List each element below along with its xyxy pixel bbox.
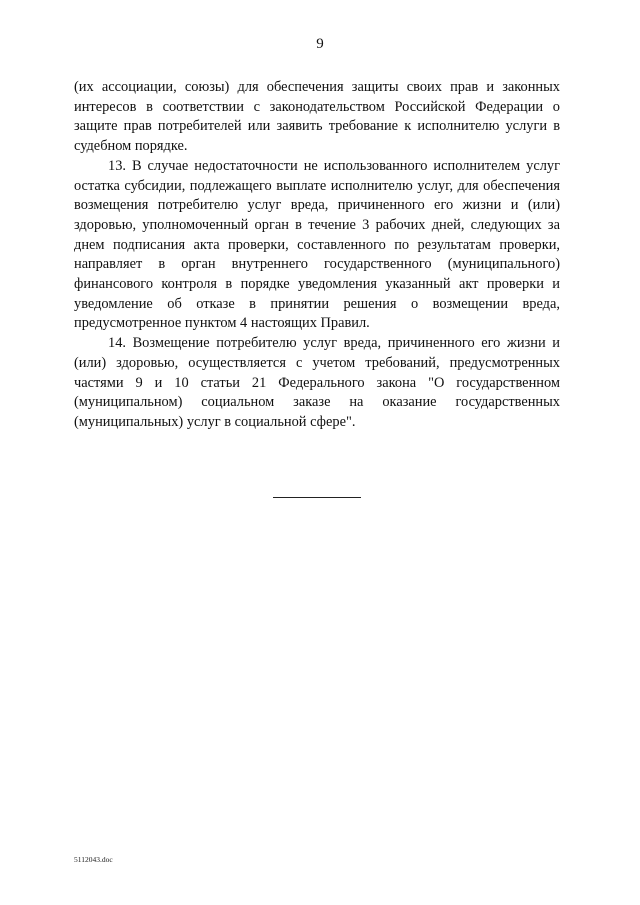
paragraph-continuation: (их ассоциации, союзы) для обеспечения защиты своих прав и законных интересов в соответствии с законодательством Российской Федерации о защите прав потребителей или заявить требование к исполнителю услуги в судебном порядке.	[74, 79, 560, 155]
end-divider	[273, 497, 361, 498]
document-body	[74, 78, 560, 433]
paragraph-13: 13. В случае недостаточности не использованного исполнителем услуг остатка субсидии, подлежащего выплате исполнителю услуг, для обеспечения возмещения потребителю услуг вреда, причиненного его жизни и (или) здоровью, уполномоченный орган в течение 3 рабочих дней, следующих за днем подписания акта проверки, составленного по результатам проверки, направляет в орган внутреннего государственного (муниципального) финансового контроля в порядке уведомления указанный акт проверки и уведомление об отказе в принятии решения о возмещении вреда, предусмотренное пунктом 4 настоящих Правил.	[74, 157, 560, 332]
file-reference: 5112043.doc	[74, 855, 113, 864]
page-number: 9	[316, 36, 324, 52]
paragraph-14: 14. Возмещение потребителю услуг вреда, причиненного его жизни и (или) здоровью, осуществляется с учетом требований, предусмотренных частями 9 и 10 статьи 21 Федерального закона "О государственном (муниципальном) социальном заказе на оказание государственных (муниципальных) услуг в социальной сфере".	[74, 335, 560, 430]
